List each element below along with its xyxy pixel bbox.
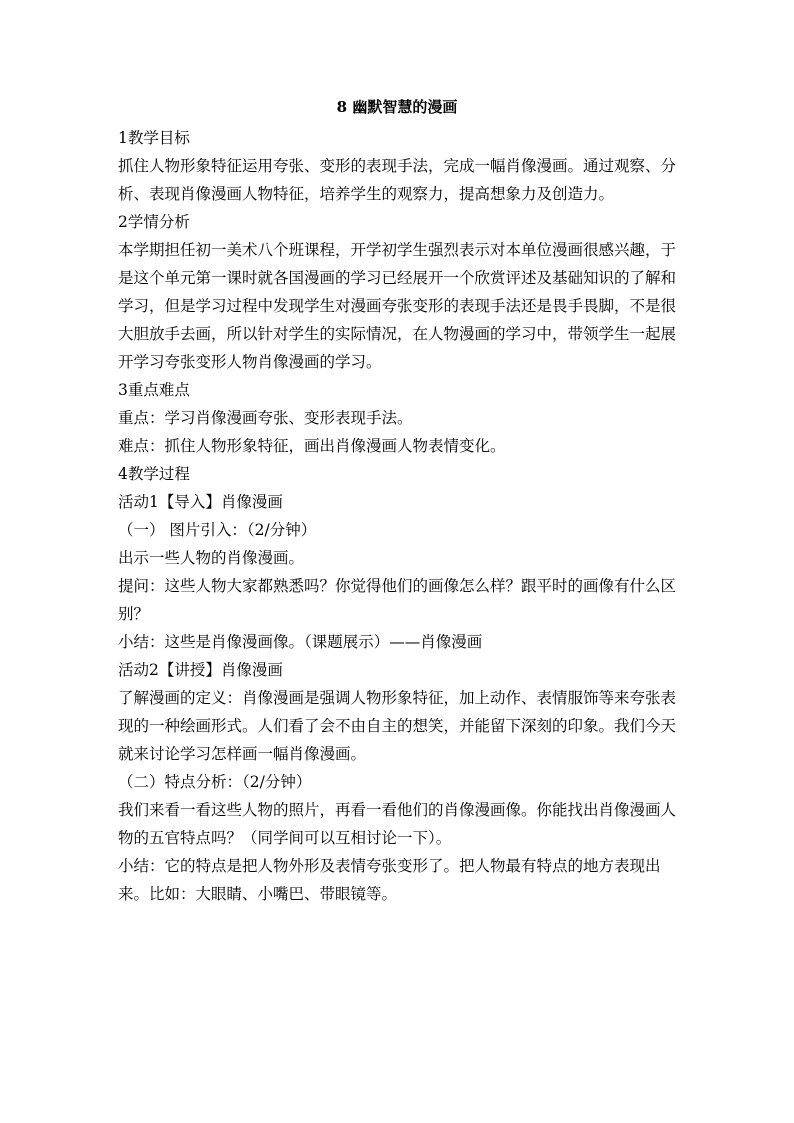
section-heading-key-points: 3重点难点 bbox=[118, 381, 190, 399]
document-body bbox=[118, 124, 678, 908]
paragraph-key-point: 重点：学习肖像漫画夸张、变形表现手法。 bbox=[118, 409, 413, 427]
paragraph-difficulty: 难点：抓住人物形象特征，画出肖像漫画人物表情变化。 bbox=[118, 437, 506, 455]
paragraph-definition: 了解漫画的定义：肖像漫画是强调人物形象特征，加上动作、表情服饰等来夸张表现的一种绘画形式。人们看了会不由自主的想笑，并能留下深刻的印象。我们今天就来讨论学习怎样画一幅肖像漫画。 bbox=[118, 689, 677, 763]
paragraph-analysis: 本学期担任初一美术八个班课程，开学初学生强烈表示对本单位漫画很感兴趣，于是这个单元第一课时就各国漫画的学习已经展开一个欣赏评述及基础知识的了解和学习，但是学习过程中发现学生对漫画夸张变形的表现手法还是畏手畏脚，不是很大胆放手去画，所以针对学生的实际情况，在人物漫画的学习中，带领学生一起展开学习夸张变形人物肖像漫画的学习。 bbox=[118, 241, 677, 371]
document-title: 8 幽默智慧的漫画 bbox=[336, 98, 458, 116]
section-heading-analysis: 2学情分析 bbox=[118, 213, 190, 231]
paragraph-show: 出示一些人物的肖像漫画。 bbox=[118, 549, 305, 567]
paragraph-summary-2: 小结：它的特点是把人物外形及表情夸张变形了。把人物最有特点的地方表现出来。比如：大眼睛、小嘴巴、带眼镜等。 bbox=[118, 857, 661, 903]
activity-heading-2: 活动2【讲授】肖像漫画 bbox=[118, 661, 283, 679]
section-heading-process: 4教学过程 bbox=[118, 465, 190, 483]
section-heading-objectives: 1教学目标 bbox=[118, 129, 190, 147]
paragraph-question: 提问：这些人物大家都熟悉吗？你觉得他们的画像怎么样？跟平时的画像有什么区别？ bbox=[118, 577, 677, 623]
paragraph-objectives: 抓住人物形象特征运用夸张、变形的表现手法，完成一幅肖像漫画。通过观察、分析、表现肖像漫画人物特征，培养学生的观察力，提高想象力及创造力。 bbox=[118, 157, 677, 203]
paragraph-summary-1: 小结：这些是肖像漫画像。（课题展示）——肖像漫画 bbox=[118, 633, 483, 651]
paragraph-features: 我们来看一看这些人物的照片，再看一看他们的肖像漫画像。你能找出肖像漫画人物的五官特点吗？（同学间可以互相讨论一下）。 bbox=[118, 801, 677, 847]
subsection-heading-features: （二）特点分析：（2/分钟） bbox=[118, 773, 312, 791]
subsection-heading-intro: （一） 图片引入：（2/分钟） bbox=[118, 521, 317, 539]
activity-heading-1: 活动1【导入】肖像漫画 bbox=[118, 493, 283, 511]
